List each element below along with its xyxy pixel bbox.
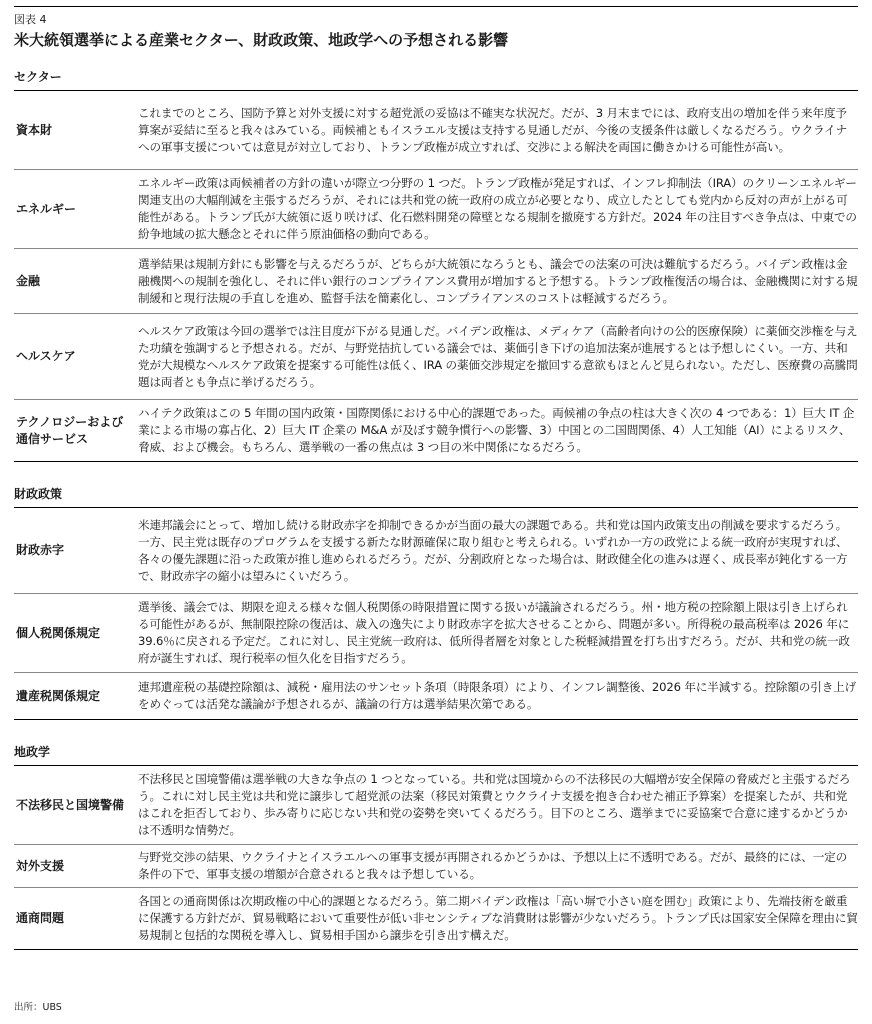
row-text: これまでのところ、国防予算と対外支援に対する超党派の妥協は不確実な状況だ。だが、3 月末までには、政府支出の増加を伴う来年度予算案が妥結に至ると我々はみている。両候補ともイスラエル支援は支持する見通しだが、今後の支援条件は厳しくなるだろう。ウクライナへの軍事支援については意見が対立しており、トランプ政権が成立すれば、交渉による解決を両国に働きかける可能性が高い。	[138, 105, 848, 154]
section-heading: 財政政策	[14, 486, 858, 508]
row-text: 選挙結果は規制方針にも影響を与えるだろうが、どちらが大統領になろうとも、議会での法案の可決は難航するだろう。バイデン政権は金融機関への規制を強化し、それに伴い銀行のコンプライアンス費用が増加すると予想する。トランプ政権復活の場合は、金融機関に対する規制緩和と現行法規の手直しを進め、監督手法を簡素化し、コンプライアンスのコストは軽減するだろう。	[138, 256, 858, 305]
row-label: 資本財	[16, 122, 53, 137]
row-label: 遺産税関係規定	[16, 688, 101, 703]
table-row	[14, 845, 858, 888]
row-text: 不法移民と国境警備は選挙戦の大きな争点の 1 つとなっている。共和党は国境からの不法移民の大幅増が安全保障の脅威だと主張するだろう。これに対し民主党は共和党に譲歩して超党派の法案（移民対策費とウクライナ支援を抱き合わせた補正予算案）を提案したが、共和党はこれを拒否しており、歩み寄りに応じない共和党の姿勢を突いてくるだろう。目下のところ、選挙までに妥協案で合意に達するかどうかは不透明な情勢だ。	[138, 772, 851, 837]
row-text: 与野党交渉の結果、ウクライナとイスラエルへの軍事支援が再開されるかどうかは、予想以上に不透明である。だが、最終的には、一定の条件の下で、軍事支援の増額が合意されると我々は予想している。	[138, 850, 848, 881]
row-label: 対外支援	[16, 858, 65, 873]
table-row	[14, 170, 858, 249]
row-label: 財政赤字	[16, 543, 65, 557]
table-row	[14, 673, 858, 720]
section-geopolitics	[14, 744, 858, 950]
row-text: 連邦遺産税の基礎控除額は、減税・雇用法のサンセット条項（時限条項）により、インフレ調整後、2026 年に半減する。控除額の引き上げをめぐっては活発な議論が予想されるが、議論の行方は選挙結果次第である。	[138, 680, 857, 711]
row-label: 個人税関係規定	[16, 625, 101, 640]
row-text: ヘルスケア政策は今回の選挙では注目度が下がる見通しだ。バイデン政権は、メディケア（高齢者向けの公的医療保険）に薬価交渉権を与えた功績を強調すると予想される。だが、与野党拮抗している議会では、薬価引き下げの追加法案が進展するとは予想しにくい。一方、共和党が大規模なヘルスケア政策を提案する可能性は低く、IRA の薬価交渉規定を撤回する意欲もほとんど見られない。ただし、医療費の高騰問題は両者とも争点に挙げるだろう。	[138, 323, 858, 389]
row-label: テクノロジーおよび通信サービス	[16, 414, 124, 446]
table-row	[14, 508, 858, 594]
section-heading: セクター	[14, 69, 858, 91]
table-row	[14, 400, 858, 462]
section-heading: 地政学	[14, 744, 858, 766]
row-label: 金融	[16, 273, 41, 288]
row-label: 不法移民と国境警備	[16, 797, 125, 812]
row-text: 各国との通商関係は次期政権の中心的課題となるだろう。第二期バイデン政権は「高い塀で小さい庭を囲む」政策により、先端技術を厳重に保護する方針だが、貿易戦略において重要性が低い非センシティブな消費財は影響が少ないだろう。トランプ氏は国家安全保障を理由に貿易規制と包括的な関税を導入し、貿易相手国から譲歩を引き出す構えだ。	[138, 894, 858, 942]
row-label: ヘルスケア	[16, 349, 76, 363]
figure-container	[14, 6, 858, 950]
section-sectors	[14, 69, 858, 462]
figure-title: 米大統領選挙による産業セクター、財政政策、地政学への予想される影響	[14, 31, 509, 49]
table-row	[14, 314, 858, 400]
row-label: 通商問題	[16, 911, 65, 925]
table-row	[14, 766, 858, 845]
section-fiscal-policy	[14, 486, 858, 720]
row-text: エネルギー政策は両候補者の方針の違いが際立つ分野の 1 つだ。トランプ政権が発足すれば、インフレ抑制法（IRA）のクリーンエネルギー関連支出の大幅削減を主張するだろうが、それには共和党の統一政府の成立が必要となり、成立したとしても党内から反対の声が上がる可能性がある。トランプ氏が大統領に返り咲けば、化石燃料開発の障壁となる規制を撤廃する方針だ。2024 年の注目すべき争点は、中東での紛争地域の拡大懸念とそれに伴う原油価格の動向である。	[138, 176, 857, 241]
table-row	[14, 91, 858, 170]
row-text: ハイテク政策はこの 5 年間の国内政策・国際関係における中心的課題であった。両候補の争点の柱は大きく次の 4 つである：1）巨大 IT 企業による市場の寡占化、2）巨大 IT 企業の M&A が及ぼす競争慣行への影響、3）中国との二国間関係、4）人工知能（AI）によるリスク、脅威、および機会。もちろん、選挙戦の一番の焦点は 3 つ目の米中関係になるだろう。	[138, 406, 855, 454]
source-note: 出所：UBS	[14, 1002, 62, 1013]
table-row	[14, 249, 858, 314]
top-rule	[14, 6, 858, 7]
row-text: 米連邦議会にとって、増加し続ける財政赤字を抑制できるかが当面の最大の課題である。共和党は国内政策支出の削減を要求するだろう。一方、民主党は既存のプログラムを支援する新たな財源確保に取り組むと考えられる。いずれか一方の政党による統一政府が実現すれば、各々の優先課題に沿った政策が推し進められるだろう。だが、分割政府となった場合は、財政健全化の進みは遅く、成長率が鈍化する一方で、財政赤字の縮小は望みにくいだろう。	[138, 517, 848, 583]
table-row	[14, 594, 858, 673]
table-row	[14, 888, 858, 950]
row-label: エネルギー	[16, 201, 77, 216]
figure-label: 図表 4	[14, 13, 47, 26]
row-text: 選挙後、議会では、期限を迎える様々な個人税関係の時限措置に関する扱いが議論されるだろう。州・地方税の控除額上限は引き上げられる可能性があるが、無制限控除の復活は、歳入の逸失により財政赤字を拡大させることから、問題が多い。所得税の最高税率は 2026 年に 39.6％に戻される予定だ。これに対し、民主党統一政府は、低所得者層を対象とした税軽減措置を打ち出すだろう。だが、共和党の統一政府が誕生すれば、現行税率の恒久化を目指すだろう。	[138, 600, 850, 665]
